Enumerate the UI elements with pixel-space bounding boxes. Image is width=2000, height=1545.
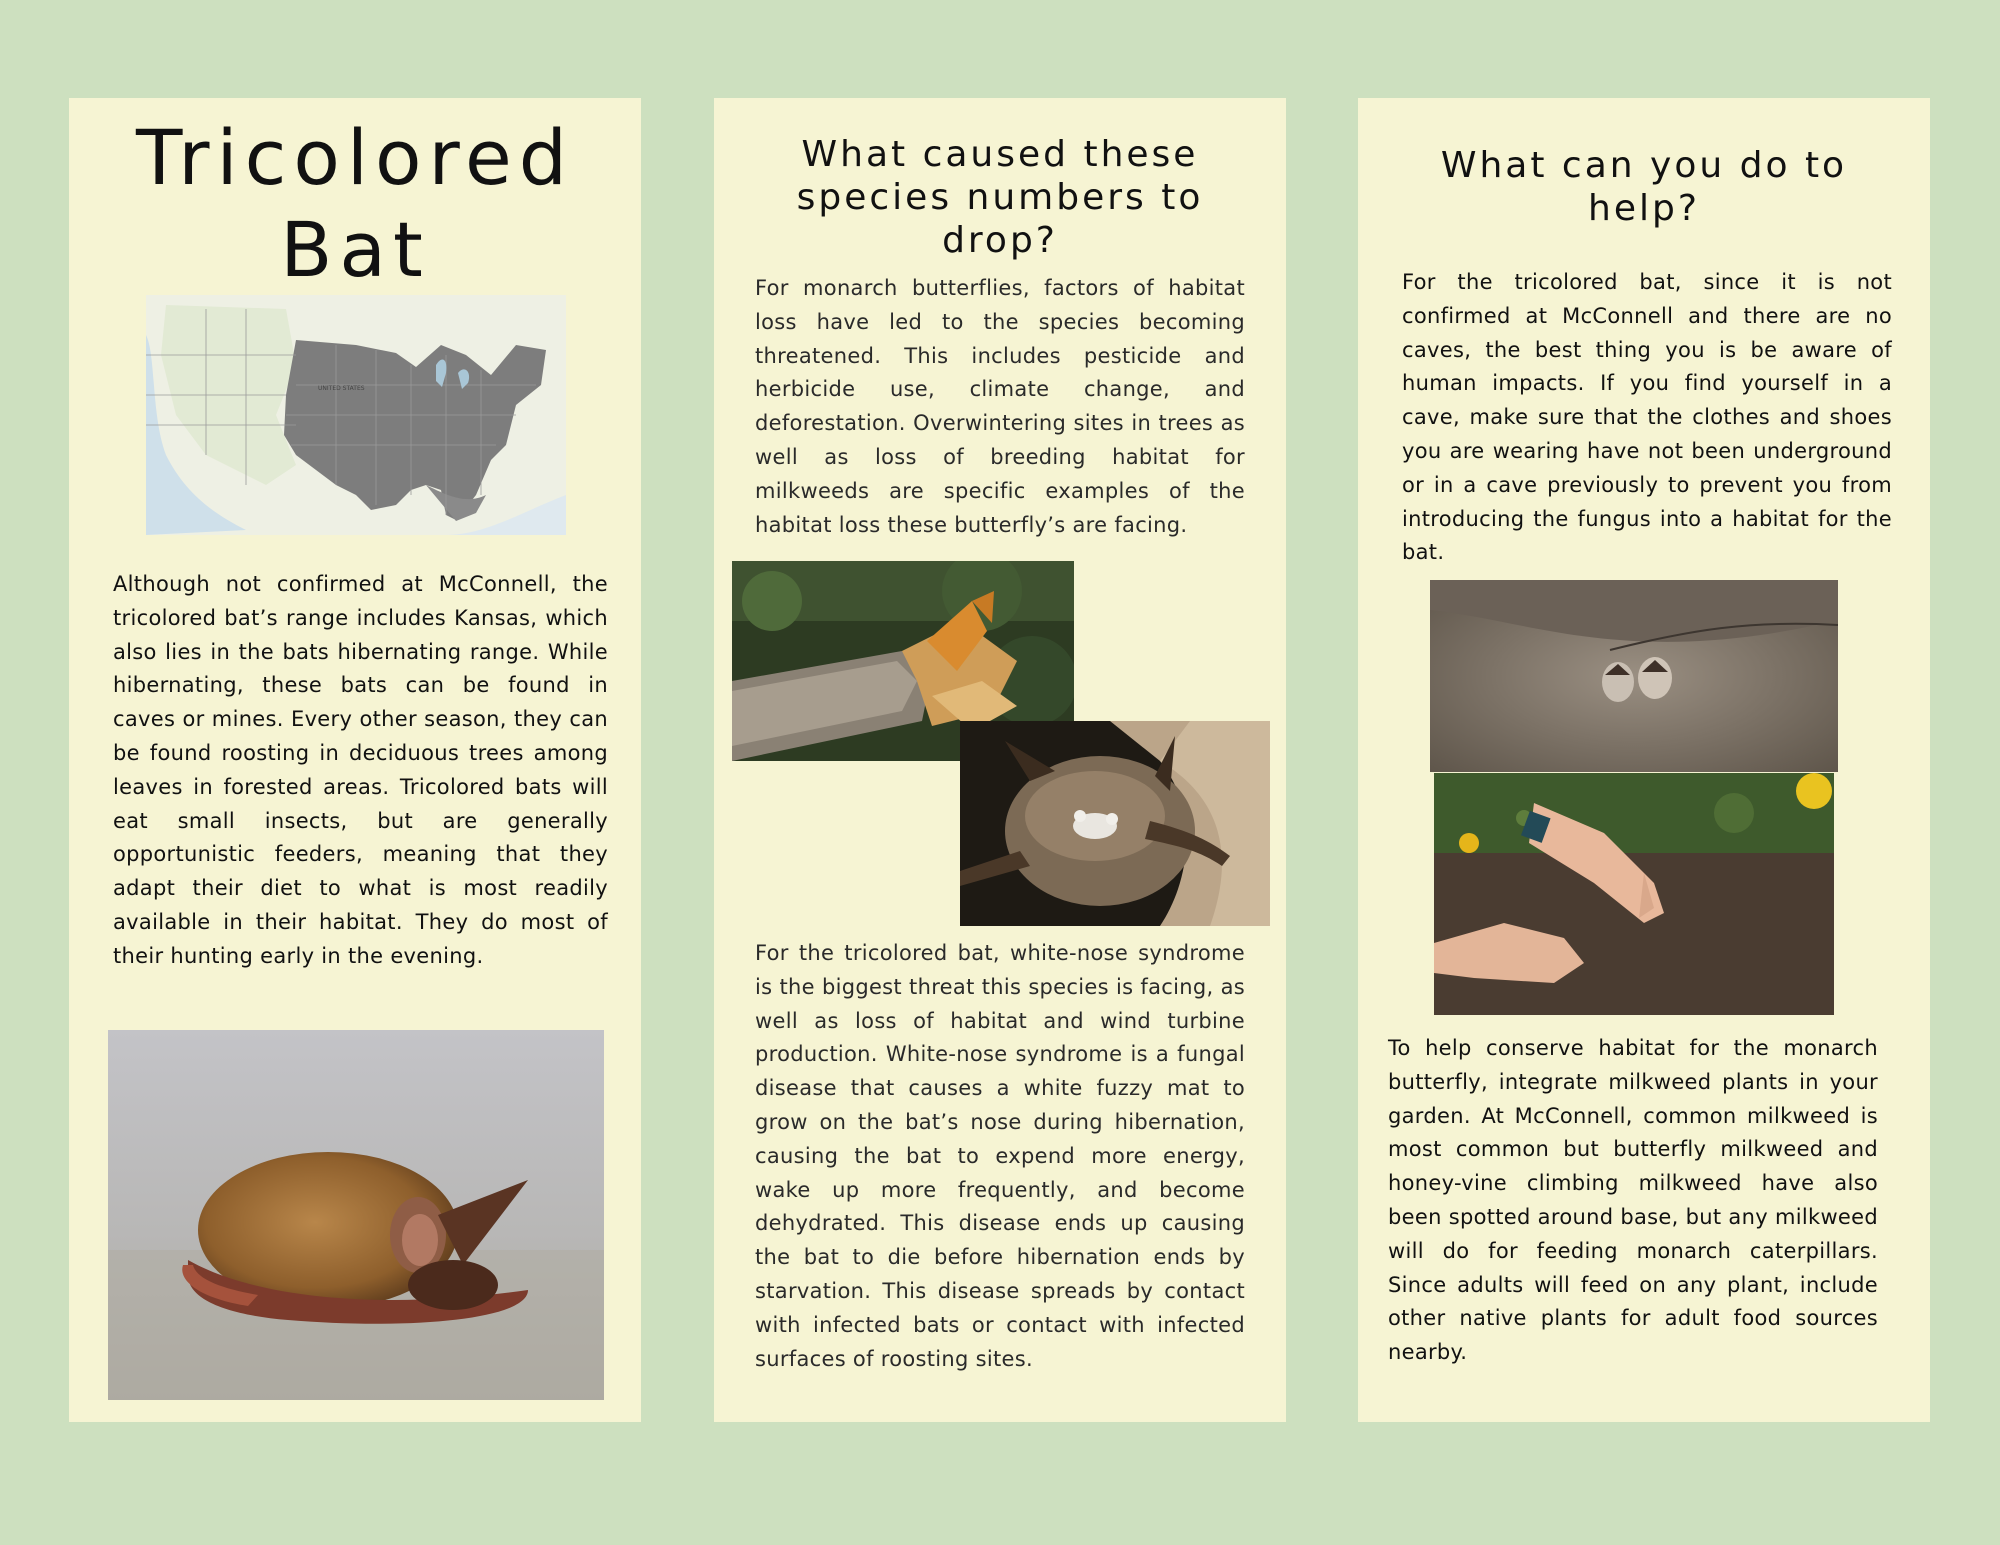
cave-bats-photo bbox=[1430, 580, 1838, 772]
title-line-1: Tricolored bbox=[135, 113, 575, 202]
tricolored-bat-photo bbox=[108, 1030, 604, 1400]
planting-seeds-photo bbox=[1434, 773, 1834, 1015]
help-heading-line-1: What can you do to bbox=[1440, 145, 1848, 186]
panel-tricolored-bat bbox=[69, 98, 641, 1422]
page-title bbox=[69, 112, 641, 296]
causes-heading-line-3: drop? bbox=[942, 220, 1058, 261]
white-nose-syndrome-text: For the tricolored bat, white-nose syndrome is the biggest threat this species is facing, as well as loss of habitat and wind turbine production. White-nose syndrome is a fungal disease that causes a white fuzzy mat to grow on the bat’s nose during hibernation, causing the bat to expend more energy, wake up more frequently, and become dehydrated. This disease ends up causing the bat to die before hibernation ends by starvation. This disease spreads by contact with infected bats or contact with infected surfaces of roosting sites. bbox=[755, 941, 1245, 1371]
panel-help bbox=[1358, 98, 1930, 1422]
causes-heading bbox=[714, 133, 1286, 262]
white-nose-bat-photo bbox=[960, 721, 1270, 926]
title-line-2: Bat bbox=[280, 205, 430, 294]
map-label: UNITED STATES bbox=[318, 385, 365, 392]
bat-description: Although not confirmed at McConnell, the tricolored bat’s range includes Kansas, which also lies in the bats hibernating range. While hibernating, these bats can be found in caves or mines. Every other season, they can be found roosting in deciduous trees among leaves in forested areas. Tricolored bats will eat small insects, but are generally opportunistic feeders, meaning that they adapt their diet to what is most readily available in their habitat. They do most of their hunting early in the evening. bbox=[113, 572, 608, 968]
panel-causes bbox=[714, 98, 1286, 1422]
monarch-threats-text: For monarch butterflies, factors of habitat loss have led to the species becoming threatened. This includes pesticide and herbicide use, climate change, and deforestation. Overwintering sites in trees as well as loss of breeding habitat for milkweeds are specific examples of the habitat loss these butterfly’s are facing. bbox=[755, 276, 1245, 537]
range-map-image bbox=[146, 295, 566, 535]
causes-heading-line-2: species numbers to bbox=[796, 177, 1204, 218]
help-heading-line-2: help? bbox=[1588, 188, 1700, 229]
bat-help-text: For the tricolored bat, since it is not confirmed at McConnell and there are no caves, the best thing you is be aware of human impacts. If you find yourself in a cave, make sure that the clothes and shoes you are wearing have not been underground or in a cave previously to prevent you from introducing the fungus into a habitat for the bat. bbox=[1402, 270, 1892, 565]
causes-heading-line-1: What caused these bbox=[801, 134, 1199, 175]
monarch-help-text: To help conserve habitat for the monarch butterfly, integrate milkweed plants in your garden. At McConnell, common milkweed is most common but butterfly milkweed and honey-vine climbing milkweed have also been spotted around base, but any milkweed will do for feeding monarch caterpillars. Since adults will feed on any plant, include other native plants for adult food sources nearby. bbox=[1388, 1036, 1878, 1365]
help-heading bbox=[1358, 144, 1930, 230]
